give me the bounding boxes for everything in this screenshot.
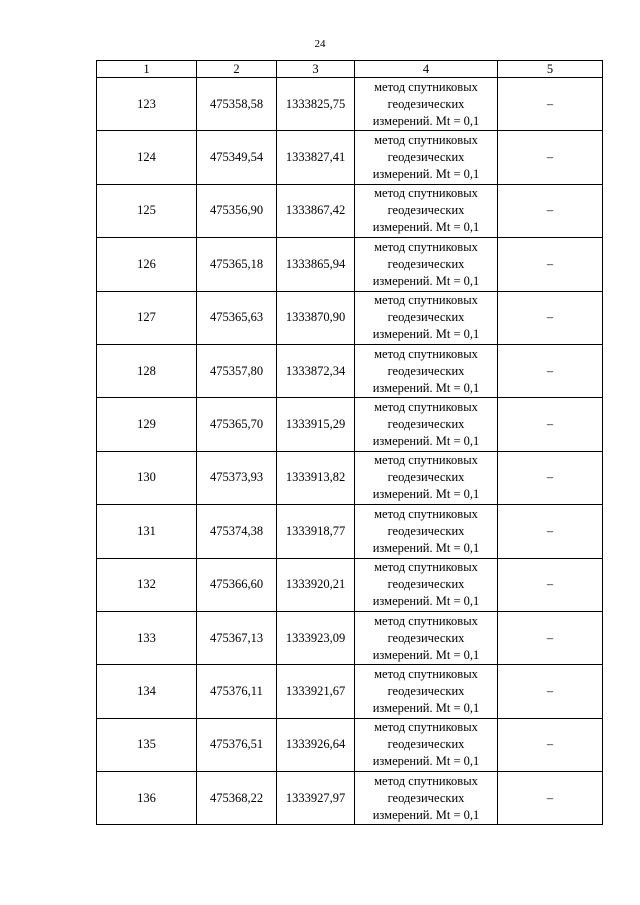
y-coordinate-cell: 1333918,77 [277, 505, 355, 558]
y-coordinate-cell: 1333870,90 [277, 291, 355, 344]
point-number-cell: 128 [97, 344, 197, 397]
method-cell: метод спутниковых геодезических измерений. Mt = 0,1 [355, 131, 498, 184]
point-number-cell: 134 [97, 665, 197, 718]
y-coordinate-cell: 1333923,09 [277, 611, 355, 664]
y-coordinate-cell: 1333915,29 [277, 398, 355, 451]
column-header-4: 4 [355, 61, 498, 78]
y-coordinate-cell: 1333865,94 [277, 238, 355, 291]
note-cell: – [498, 558, 603, 611]
column-header-5: 5 [498, 61, 603, 78]
x-coordinate-cell: 475365,70 [197, 398, 277, 451]
point-number-cell: 127 [97, 291, 197, 344]
table-row [97, 665, 603, 718]
point-number-cell: 130 [97, 451, 197, 504]
x-coordinate-cell: 475358,58 [197, 78, 277, 131]
table-row [97, 131, 603, 184]
coordinates-table [96, 60, 603, 825]
table-row [97, 451, 603, 504]
table-row [97, 772, 603, 825]
note-cell: – [498, 505, 603, 558]
table-row [97, 78, 603, 131]
y-coordinate-cell: 1333825,75 [277, 78, 355, 131]
table-row [97, 184, 603, 237]
method-cell: метод спутниковых геодезических измерений. Mt = 0,1 [355, 78, 498, 131]
column-header-2: 2 [197, 61, 277, 78]
method-cell: метод спутниковых геодезических измерений. Mt = 0,1 [355, 291, 498, 344]
method-cell: метод спутниковых геодезических измерений. Mt = 0,1 [355, 505, 498, 558]
y-coordinate-cell: 1333926,64 [277, 718, 355, 771]
x-coordinate-cell: 475368,22 [197, 772, 277, 825]
x-coordinate-cell: 475365,63 [197, 291, 277, 344]
note-cell: – [498, 78, 603, 131]
method-cell: метод спутниковых геодезических измерений. Mt = 0,1 [355, 772, 498, 825]
page-number: 24 [314, 38, 326, 50]
note-cell: – [498, 291, 603, 344]
table-row [97, 398, 603, 451]
note-cell: – [498, 238, 603, 291]
point-number-cell: 136 [97, 772, 197, 825]
y-coordinate-cell: 1333920,21 [277, 558, 355, 611]
point-number-cell: 125 [97, 184, 197, 237]
method-cell: метод спутниковых геодезических измерений. Mt = 0,1 [355, 344, 498, 397]
x-coordinate-cell: 475367,13 [197, 611, 277, 664]
table-row [97, 505, 603, 558]
method-cell: метод спутниковых геодезических измерений. Mt = 0,1 [355, 611, 498, 664]
point-number-cell: 132 [97, 558, 197, 611]
point-number-cell: 123 [97, 78, 197, 131]
y-coordinate-cell: 1333913,82 [277, 451, 355, 504]
method-cell: метод спутниковых геодезических измерений. Mt = 0,1 [355, 665, 498, 718]
table-row [97, 718, 603, 771]
y-coordinate-cell: 1333867,42 [277, 184, 355, 237]
table-row [97, 611, 603, 664]
x-coordinate-cell: 475366,60 [197, 558, 277, 611]
method-cell: метод спутниковых геодезических измерений. Mt = 0,1 [355, 398, 498, 451]
point-number-cell: 129 [97, 398, 197, 451]
method-cell: метод спутниковых геодезических измерений. Mt = 0,1 [355, 558, 498, 611]
y-coordinate-cell: 1333827,41 [277, 131, 355, 184]
method-cell: метод спутниковых геодезических измерений. Mt = 0,1 [355, 718, 498, 771]
x-coordinate-cell: 475357,80 [197, 344, 277, 397]
y-coordinate-cell: 1333921,67 [277, 665, 355, 718]
point-number-cell: 131 [97, 505, 197, 558]
x-coordinate-cell: 475376,51 [197, 718, 277, 771]
note-cell: – [498, 184, 603, 237]
note-cell: – [498, 398, 603, 451]
note-cell: – [498, 611, 603, 664]
note-cell: – [498, 131, 603, 184]
column-header-1: 1 [97, 61, 197, 78]
method-cell: метод спутниковых геодезических измерений. Mt = 0,1 [355, 451, 498, 504]
table-row [97, 558, 603, 611]
table-row [97, 291, 603, 344]
table-row [97, 344, 603, 397]
method-cell: метод спутниковых геодезических измерений. Mt = 0,1 [355, 184, 498, 237]
x-coordinate-cell: 475376,11 [197, 665, 277, 718]
note-cell: – [498, 344, 603, 397]
y-coordinate-cell: 1333927,97 [277, 772, 355, 825]
note-cell: – [498, 451, 603, 504]
x-coordinate-cell: 475374,38 [197, 505, 277, 558]
method-cell: метод спутниковых геодезических измерений. Mt = 0,1 [355, 238, 498, 291]
point-number-cell: 126 [97, 238, 197, 291]
table-header [97, 61, 603, 78]
header-row [97, 61, 603, 78]
note-cell: – [498, 718, 603, 771]
point-number-cell: 124 [97, 131, 197, 184]
x-coordinate-cell: 475365,18 [197, 238, 277, 291]
y-coordinate-cell: 1333872,34 [277, 344, 355, 397]
note-cell: – [498, 772, 603, 825]
point-number-cell: 133 [97, 611, 197, 664]
point-number-cell: 135 [97, 718, 197, 771]
note-cell: – [498, 665, 603, 718]
column-header-3: 3 [277, 61, 355, 78]
table-row [97, 238, 603, 291]
table-body [97, 78, 603, 825]
x-coordinate-cell: 475356,90 [197, 184, 277, 237]
x-coordinate-cell: 475349,54 [197, 131, 277, 184]
x-coordinate-cell: 475373,93 [197, 451, 277, 504]
